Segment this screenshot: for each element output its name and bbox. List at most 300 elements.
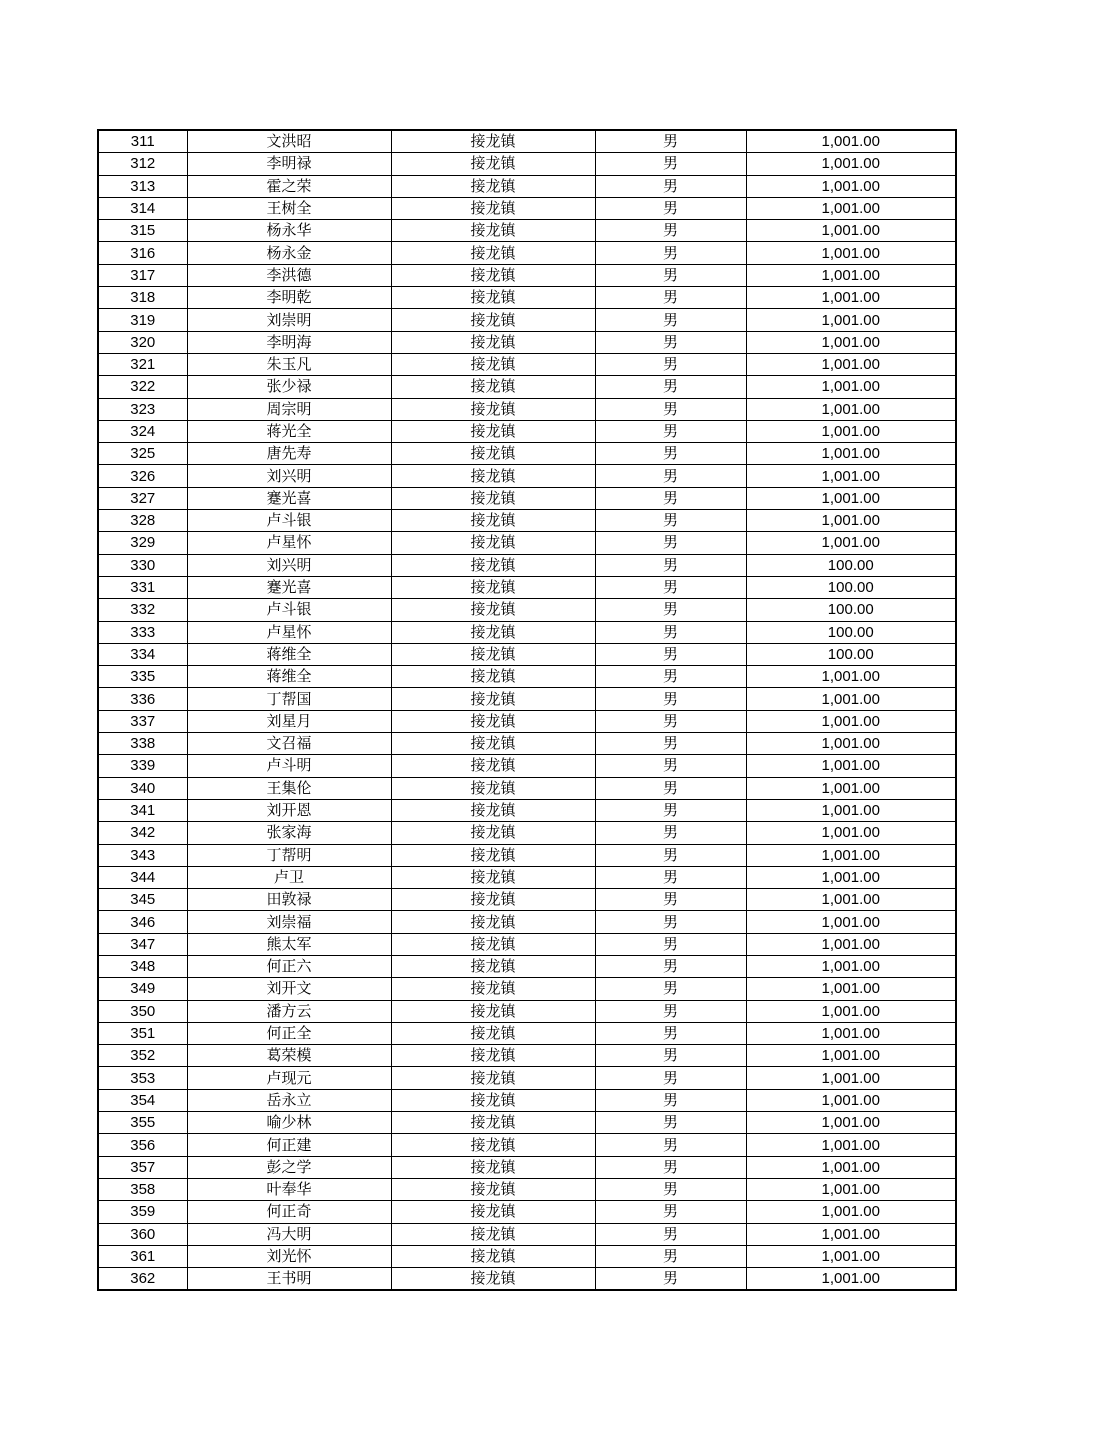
name-cell: 冯大明 [187,1223,391,1245]
table-row [98,1045,956,1067]
amount-cell: 1,001.00 [746,376,956,398]
amount-cell: 100.00 [746,643,956,665]
gender-cell: 男 [595,1112,746,1134]
town-cell: 接龙镇 [391,443,595,465]
town-cell: 接龙镇 [391,420,595,442]
town-cell: 接龙镇 [391,554,595,576]
town-cell: 接龙镇 [391,130,595,153]
gender-cell: 男 [595,1022,746,1044]
name-cell: 刘开文 [187,978,391,1000]
table-row [98,376,956,398]
town-cell: 接龙镇 [391,242,595,264]
table-row [98,576,956,598]
name-cell: 卢星怀 [187,532,391,554]
amount-cell: 1,001.00 [746,242,956,264]
name-cell: 刘崇明 [187,309,391,331]
table-row [98,1201,956,1223]
amount-cell: 100.00 [746,554,956,576]
town-cell: 接龙镇 [391,911,595,933]
town-cell: 接龙镇 [391,510,595,532]
gender-cell: 男 [595,487,746,509]
amount-cell: 1,001.00 [746,130,956,153]
town-cell: 接龙镇 [391,688,595,710]
name-cell: 卢斗银 [187,510,391,532]
row-number-cell: 322 [98,376,187,398]
gender-cell: 男 [595,220,746,242]
table-row [98,197,956,219]
amount-cell: 1,001.00 [746,465,956,487]
table-row [98,331,956,353]
amount-cell: 1,001.00 [746,153,956,175]
table-row [98,710,956,732]
row-number-cell: 336 [98,688,187,710]
amount-cell: 1,001.00 [746,1000,956,1022]
gender-cell: 男 [595,153,746,175]
town-cell: 接龙镇 [391,733,595,755]
amount-cell: 1,001.00 [746,287,956,309]
amount-cell: 1,001.00 [746,799,956,821]
gender-cell: 男 [595,197,746,219]
gender-cell: 男 [595,420,746,442]
name-cell: 刘崇福 [187,911,391,933]
amount-cell: 1,001.00 [746,688,956,710]
row-number-cell: 316 [98,242,187,264]
town-cell: 接龙镇 [391,1134,595,1156]
amount-cell: 1,001.00 [746,532,956,554]
table-row [98,398,956,420]
gender-cell: 男 [595,1045,746,1067]
name-cell: 蒋维全 [187,666,391,688]
row-number-cell: 335 [98,666,187,688]
town-cell: 接龙镇 [391,1156,595,1178]
town-cell: 接龙镇 [391,576,595,598]
amount-cell: 1,001.00 [746,331,956,353]
gender-cell: 男 [595,1134,746,1156]
gender-cell: 男 [595,1268,746,1291]
gender-cell: 男 [595,376,746,398]
name-cell: 蹇光喜 [187,487,391,509]
town-cell: 接龙镇 [391,666,595,688]
row-number-cell: 321 [98,353,187,375]
gender-cell: 男 [595,287,746,309]
row-number-cell: 354 [98,1089,187,1111]
town-cell: 接龙镇 [391,889,595,911]
row-number-cell: 342 [98,822,187,844]
amount-cell: 1,001.00 [746,487,956,509]
gender-cell: 男 [595,911,746,933]
table-row [98,487,956,509]
row-number-cell: 340 [98,777,187,799]
row-number-cell: 345 [98,889,187,911]
gender-cell: 男 [595,398,746,420]
row-number-cell: 359 [98,1201,187,1223]
amount-cell: 1,001.00 [746,911,956,933]
table-row [98,264,956,286]
town-cell: 接龙镇 [391,777,595,799]
table-row [98,1268,956,1291]
name-cell: 何正全 [187,1022,391,1044]
row-number-cell: 339 [98,755,187,777]
name-cell: 何正奇 [187,1201,391,1223]
table-row [98,822,956,844]
gender-cell: 男 [595,978,746,1000]
gender-cell: 男 [595,1000,746,1022]
table-row [98,532,956,554]
town-cell: 接龙镇 [391,844,595,866]
town-cell: 接龙镇 [391,175,595,197]
gender-cell: 男 [595,1089,746,1111]
row-number-cell: 333 [98,621,187,643]
town-cell: 接龙镇 [391,1201,595,1223]
gender-cell: 男 [595,599,746,621]
gender-cell: 男 [595,621,746,643]
gender-cell: 男 [595,955,746,977]
row-number-cell: 337 [98,710,187,732]
town-cell: 接龙镇 [391,710,595,732]
amount-cell: 1,001.00 [746,733,956,755]
town-cell: 接龙镇 [391,1223,595,1245]
row-number-cell: 355 [98,1112,187,1134]
name-cell: 文洪昭 [187,130,391,153]
amount-cell: 1,001.00 [746,420,956,442]
table-row [98,1156,956,1178]
table-row [98,1178,956,1200]
row-number-cell: 352 [98,1045,187,1067]
amount-cell: 1,001.00 [746,1112,956,1134]
name-cell: 刘星月 [187,710,391,732]
town-cell: 接龙镇 [391,264,595,286]
gender-cell: 男 [595,688,746,710]
table-row [98,1134,956,1156]
gender-cell: 男 [595,1201,746,1223]
name-cell: 卢斗银 [187,599,391,621]
town-cell: 接龙镇 [391,1000,595,1022]
name-cell: 卢斗明 [187,755,391,777]
town-cell: 接龙镇 [391,978,595,1000]
name-cell: 杨永华 [187,220,391,242]
name-cell: 李明海 [187,331,391,353]
amount-cell: 1,001.00 [746,844,956,866]
town-cell: 接龙镇 [391,799,595,821]
row-number-cell: 317 [98,264,187,286]
name-cell: 熊太军 [187,933,391,955]
name-cell: 张少禄 [187,376,391,398]
row-number-cell: 343 [98,844,187,866]
name-cell: 张家海 [187,822,391,844]
gender-cell: 男 [595,532,746,554]
table-row [98,175,956,197]
name-cell: 叶奉华 [187,1178,391,1200]
row-number-cell: 314 [98,197,187,219]
row-number-cell: 347 [98,933,187,955]
name-cell: 彭之学 [187,1156,391,1178]
table-row [98,733,956,755]
table-row [98,443,956,465]
table-row [98,933,956,955]
name-cell: 卢现元 [187,1067,391,1089]
table-row [98,1245,956,1267]
row-number-cell: 338 [98,733,187,755]
gender-cell: 男 [595,264,746,286]
name-cell: 卢卫 [187,866,391,888]
table-row [98,220,956,242]
gender-cell: 男 [595,844,746,866]
name-cell: 葛荣模 [187,1045,391,1067]
town-cell: 接龙镇 [391,331,595,353]
gender-cell: 男 [595,554,746,576]
amount-cell: 1,001.00 [746,889,956,911]
table-body [98,130,956,1290]
table-row [98,844,956,866]
gender-cell: 男 [595,1245,746,1267]
amount-cell: 1,001.00 [746,175,956,197]
name-cell: 朱玉凡 [187,353,391,375]
table-row [98,755,956,777]
gender-cell: 男 [595,755,746,777]
row-number-cell: 330 [98,554,187,576]
table-row [98,799,956,821]
name-cell: 刘兴明 [187,465,391,487]
table-row [98,465,956,487]
table-row [98,309,956,331]
subsidy-table [97,129,957,1291]
town-cell: 接龙镇 [391,197,595,219]
row-number-cell: 353 [98,1067,187,1089]
town-cell: 接龙镇 [391,1245,595,1267]
amount-cell: 1,001.00 [746,666,956,688]
town-cell: 接龙镇 [391,1022,595,1044]
name-cell: 丁帮国 [187,688,391,710]
row-number-cell: 356 [98,1134,187,1156]
gender-cell: 男 [595,175,746,197]
amount-cell: 1,001.00 [746,777,956,799]
table-row [98,130,956,153]
amount-cell: 1,001.00 [746,1022,956,1044]
gender-cell: 男 [595,777,746,799]
gender-cell: 男 [595,822,746,844]
town-cell: 接龙镇 [391,866,595,888]
amount-cell: 1,001.00 [746,866,956,888]
town-cell: 接龙镇 [391,353,595,375]
table-row [98,1022,956,1044]
row-number-cell: 357 [98,1156,187,1178]
row-number-cell: 328 [98,510,187,532]
amount-cell: 100.00 [746,576,956,598]
town-cell: 接龙镇 [391,1067,595,1089]
amount-cell: 1,001.00 [746,353,956,375]
row-number-cell: 323 [98,398,187,420]
town-cell: 接龙镇 [391,220,595,242]
row-number-cell: 344 [98,866,187,888]
town-cell: 接龙镇 [391,1112,595,1134]
name-cell: 李明禄 [187,153,391,175]
amount-cell: 1,001.00 [746,1201,956,1223]
gender-cell: 男 [595,889,746,911]
gender-cell: 男 [595,666,746,688]
town-cell: 接龙镇 [391,532,595,554]
gender-cell: 男 [595,710,746,732]
row-number-cell: 319 [98,309,187,331]
table-row [98,242,956,264]
name-cell: 何正六 [187,955,391,977]
row-number-cell: 329 [98,532,187,554]
name-cell: 田敦禄 [187,889,391,911]
amount-cell: 1,001.00 [746,710,956,732]
gender-cell: 男 [595,643,746,665]
amount-cell: 1,001.00 [746,1045,956,1067]
name-cell: 岳永立 [187,1089,391,1111]
row-number-cell: 326 [98,465,187,487]
name-cell: 卢星怀 [187,621,391,643]
row-number-cell: 334 [98,643,187,665]
row-number-cell: 358 [98,1178,187,1200]
town-cell: 接龙镇 [391,287,595,309]
table-row [98,420,956,442]
amount-cell: 1,001.00 [746,220,956,242]
gender-cell: 男 [595,443,746,465]
amount-cell: 1,001.00 [746,755,956,777]
town-cell: 接龙镇 [391,1178,595,1200]
row-number-cell: 349 [98,978,187,1000]
table-row [98,1000,956,1022]
row-number-cell: 325 [98,443,187,465]
town-cell: 接龙镇 [391,1089,595,1111]
table-row [98,1089,956,1111]
amount-cell: 1,001.00 [746,1156,956,1178]
amount-cell: 1,001.00 [746,955,956,977]
amount-cell: 1,001.00 [746,197,956,219]
name-cell: 王树全 [187,197,391,219]
table-row [98,353,956,375]
town-cell: 接龙镇 [391,621,595,643]
name-cell: 刘兴明 [187,554,391,576]
gender-cell: 男 [595,331,746,353]
row-number-cell: 315 [98,220,187,242]
town-cell: 接龙镇 [391,822,595,844]
row-number-cell: 313 [98,175,187,197]
name-cell: 王书明 [187,1268,391,1291]
row-number-cell: 360 [98,1223,187,1245]
name-cell: 李明乾 [187,287,391,309]
table-row [98,554,956,576]
table-row [98,911,956,933]
name-cell: 文召福 [187,733,391,755]
row-number-cell: 332 [98,599,187,621]
gender-cell: 男 [595,1178,746,1200]
row-number-cell: 320 [98,331,187,353]
gender-cell: 男 [595,799,746,821]
amount-cell: 1,001.00 [746,1223,956,1245]
town-cell: 接龙镇 [391,465,595,487]
name-cell: 唐先寿 [187,443,391,465]
name-cell: 潘方云 [187,1000,391,1022]
gender-cell: 男 [595,1156,746,1178]
table-row [98,889,956,911]
row-number-cell: 324 [98,420,187,442]
table-row [98,688,956,710]
table-row [98,643,956,665]
amount-cell: 1,001.00 [746,443,956,465]
row-number-cell: 312 [98,153,187,175]
name-cell: 蒋维全 [187,643,391,665]
amount-cell: 1,001.00 [746,309,956,331]
table-row [98,599,956,621]
amount-cell: 1,001.00 [746,1245,956,1267]
town-cell: 接龙镇 [391,599,595,621]
gender-cell: 男 [595,130,746,153]
name-cell: 杨永金 [187,242,391,264]
table-row [98,1112,956,1134]
amount-cell: 1,001.00 [746,978,956,1000]
town-cell: 接龙镇 [391,933,595,955]
town-cell: 接龙镇 [391,153,595,175]
name-cell: 刘开恩 [187,799,391,821]
table-row [98,955,956,977]
table-row [98,153,956,175]
table-row [98,510,956,532]
gender-cell: 男 [595,353,746,375]
row-number-cell: 361 [98,1245,187,1267]
town-cell: 接龙镇 [391,755,595,777]
name-cell: 喻少林 [187,1112,391,1134]
name-cell: 蹇光喜 [187,576,391,598]
amount-cell: 1,001.00 [746,398,956,420]
town-cell: 接龙镇 [391,398,595,420]
name-cell: 李洪德 [187,264,391,286]
table-row [98,1067,956,1089]
row-number-cell: 331 [98,576,187,598]
gender-cell: 男 [595,309,746,331]
row-number-cell: 351 [98,1022,187,1044]
name-cell: 霍之荣 [187,175,391,197]
town-cell: 接龙镇 [391,955,595,977]
row-number-cell: 350 [98,1000,187,1022]
town-cell: 接龙镇 [391,487,595,509]
gender-cell: 男 [595,866,746,888]
amount-cell: 1,001.00 [746,933,956,955]
town-cell: 接龙镇 [391,376,595,398]
gender-cell: 男 [595,733,746,755]
row-number-cell: 348 [98,955,187,977]
amount-cell: 1,001.00 [746,1134,956,1156]
table-row [98,1223,956,1245]
row-number-cell: 341 [98,799,187,821]
name-cell: 刘光怀 [187,1245,391,1267]
gender-cell: 男 [595,1223,746,1245]
amount-cell: 1,001.00 [746,510,956,532]
row-number-cell: 318 [98,287,187,309]
amount-cell: 1,001.00 [746,1067,956,1089]
table-row [98,777,956,799]
name-cell: 周宗明 [187,398,391,420]
town-cell: 接龙镇 [391,309,595,331]
table-row [98,866,956,888]
town-cell: 接龙镇 [391,1268,595,1291]
amount-cell: 1,001.00 [746,264,956,286]
amount-cell: 1,001.00 [746,1178,956,1200]
amount-cell: 1,001.00 [746,822,956,844]
town-cell: 接龙镇 [391,643,595,665]
town-cell: 接龙镇 [391,1045,595,1067]
table-row [98,978,956,1000]
amount-cell: 1,001.00 [746,1089,956,1111]
name-cell: 王集伦 [187,777,391,799]
gender-cell: 男 [595,1067,746,1089]
gender-cell: 男 [595,510,746,532]
amount-cell: 100.00 [746,621,956,643]
gender-cell: 男 [595,576,746,598]
amount-cell: 1,001.00 [746,1268,956,1291]
